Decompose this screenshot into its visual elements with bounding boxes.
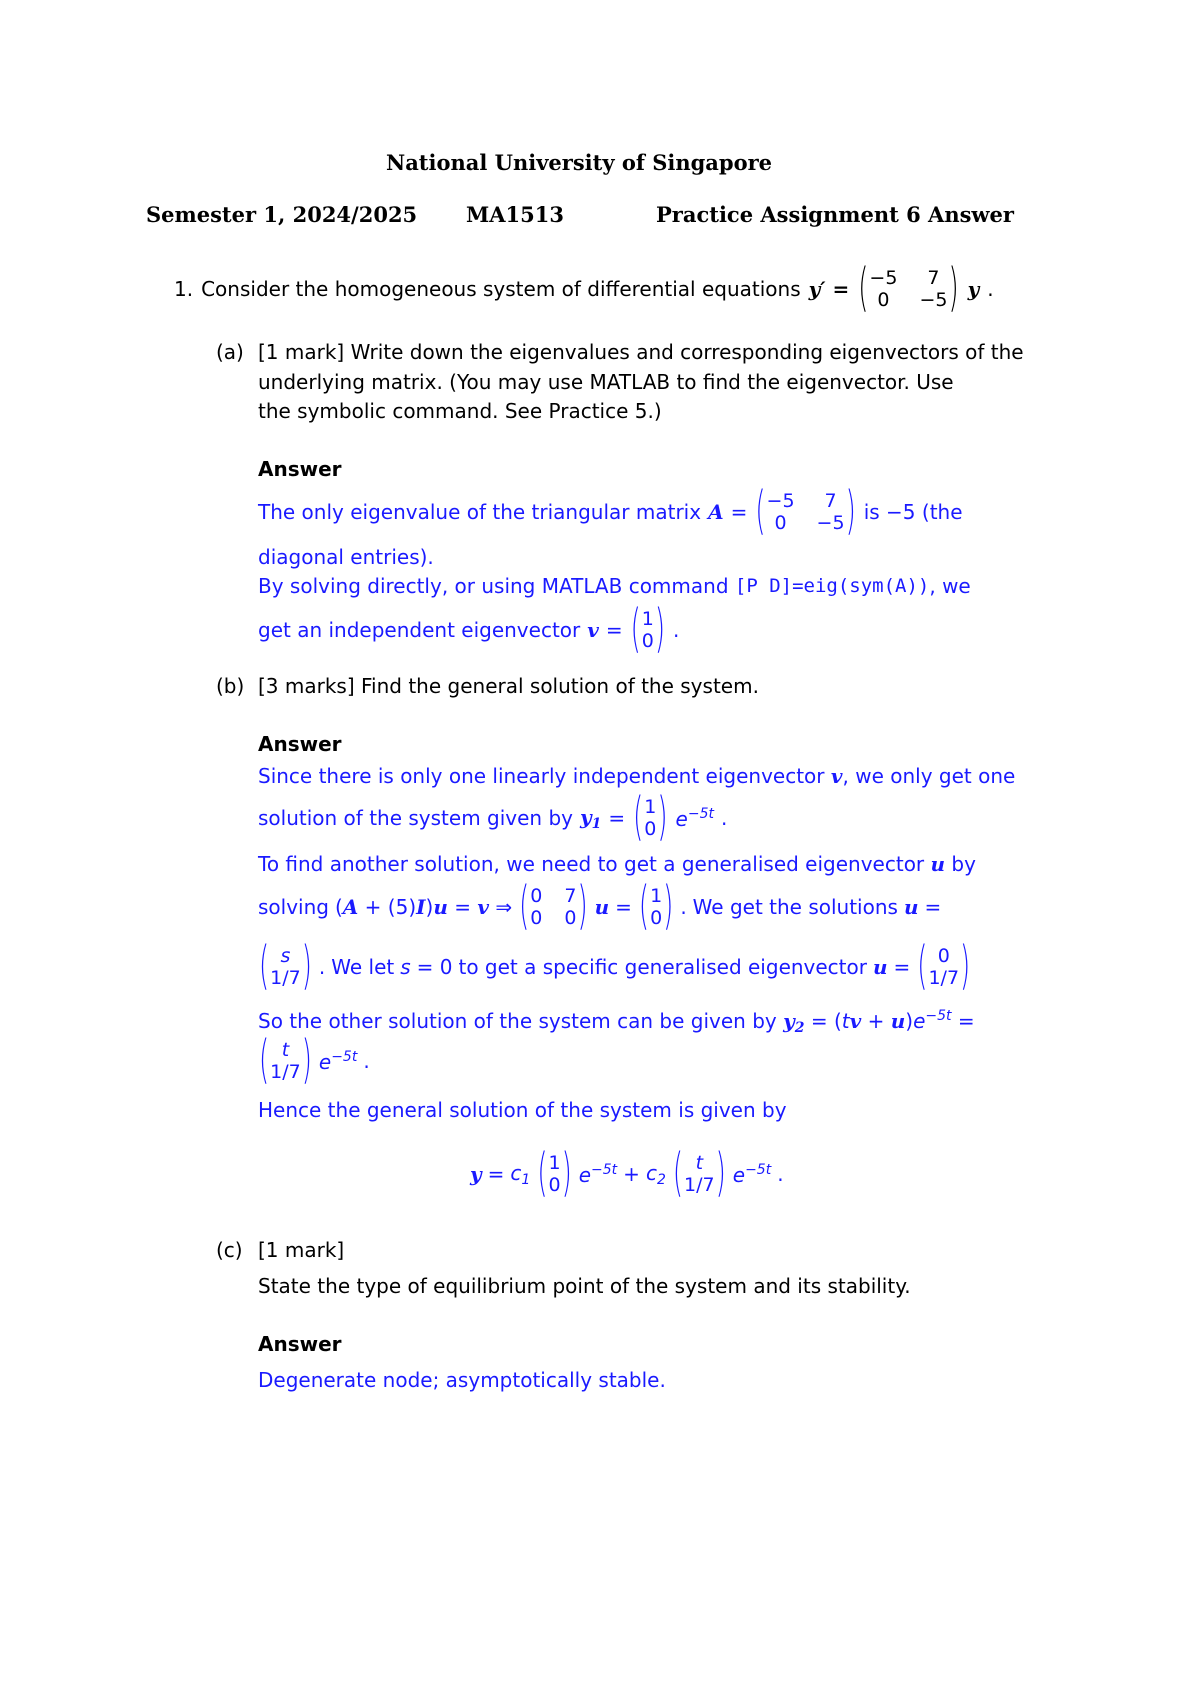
part-a-line-3: the symbolic command. See Practice 5.) xyxy=(258,399,662,423)
matrix-a-plus-5i: ( 0 7 0 0 ) xyxy=(519,877,588,937)
part-c-answer: Degenerate node; asymptotically stable. xyxy=(258,1368,666,1392)
system-matrix: ( −5 7 0 −5 ) xyxy=(858,259,959,319)
vector-c2: ( t 1/7 ) xyxy=(672,1144,726,1204)
assignment-title: Practice Assignment 6 Answer xyxy=(656,202,1014,227)
part-c-answer-heading: Answer xyxy=(258,1332,342,1356)
semester-label: Semester 1, 2024/2025 xyxy=(146,202,418,227)
part-a-line-2: underlying matrix. (You may use MATLAB to find the eigenvector. Use xyxy=(258,370,954,394)
part-c-line-2: State the type of equilibrium point of the system and its stability. xyxy=(258,1274,911,1298)
part-a-answer-line-4: get an independent eigenvector v = ( 1 0 ) . xyxy=(258,600,680,660)
eigenvector: ( 1 0 ) xyxy=(630,600,666,660)
part-a-answer-line-2: diagonal entries). xyxy=(258,545,434,569)
part-b-answer-line-6: So the other solution of the system can be given by $y_2 = (tv + u)e^{-5t}$ = xyxy=(258,1008,975,1036)
part-b-answer-line-1: Since there is only one linearly independent eigenvector v, we only get one xyxy=(258,764,1016,788)
part-b-answer-line-3: To find another solution, we need to get a generalised eigenvector u by xyxy=(258,852,976,876)
vector-t: ( t 1/7 ) xyxy=(259,1031,312,1091)
matlab-command: [P D]=eig(sym(A)) xyxy=(734,575,930,597)
university-title: National University of Singapore xyxy=(386,150,773,175)
vector-s: ( s 1/7 ) xyxy=(259,937,312,997)
part-a-answer-line-3: By solving directly, or using MATLAB command [P D]=eig(sym(A)) , we xyxy=(258,574,971,598)
question-intro: Consider the homogeneous system of differential equations xyxy=(201,277,801,301)
part-c-line-1: [1 mark] xyxy=(258,1238,345,1262)
part-b-answer-line-4: solving (A + (5)I)u = v ⇒ ( 0 7 0 0 ) u = ( 1 0 ) . We get the solutions u = xyxy=(258,877,942,937)
part-b-answer-line-5: ( s 1/7 ) . We let s = 0 to get a specific generalised eigenvector u = ( 0 1/7 ) xyxy=(259,937,971,997)
part-b-answer-heading: Answer xyxy=(258,732,342,756)
question-number: 1. xyxy=(174,277,194,301)
course-code: MA1513 xyxy=(466,202,564,227)
part-b-label: (b) xyxy=(216,674,245,698)
triangular-matrix: ( −5 7 0 −5 ) xyxy=(755,482,856,542)
question-1-stem: 1. Consider the homogeneous system of differential equations y′ = ( −5 7 0 −5 ) y . xyxy=(174,259,994,319)
part-b-line-1: [3 marks] Find the general solution of the system. xyxy=(258,674,759,698)
part-b-answer-line-8: Hence the general solution of the system is given by xyxy=(258,1098,787,1122)
vector-c1: ( 1 0 ) xyxy=(537,1144,572,1204)
part-b-answer-line-7: ( t 1/7 ) $e^{-5t}$ . xyxy=(259,1031,370,1091)
part-a-answer-heading: Answer xyxy=(258,457,342,481)
general-solution-equation: y = $c_1$ ( 1 0 ) $e^{-5t}$ + $c_2$ ( t 1/7 ) $e^{-5t}$ . xyxy=(470,1144,784,1204)
vector-1-0: ( 1 0 ) xyxy=(633,788,668,848)
part-c-label: (c) xyxy=(216,1238,243,1262)
part-a-answer-line-1: The only eigenvalue of the triangular matrix A = ( −5 7 0 −5 ) is −5 (the xyxy=(258,482,963,542)
part-a-line-1: [1 mark] Write down the eigenvalues and corresponding eigenvectors of the xyxy=(258,340,1024,364)
part-b-answer-line-2: solution of the system given by $y_1$ = ( 1 0 ) $e^{-5t}$ . xyxy=(258,788,728,848)
vector-rhs: ( 1 0 ) xyxy=(638,877,674,937)
vector-generalised: ( 0 1/7 ) xyxy=(917,937,971,997)
part-a-label: (a) xyxy=(216,340,244,364)
